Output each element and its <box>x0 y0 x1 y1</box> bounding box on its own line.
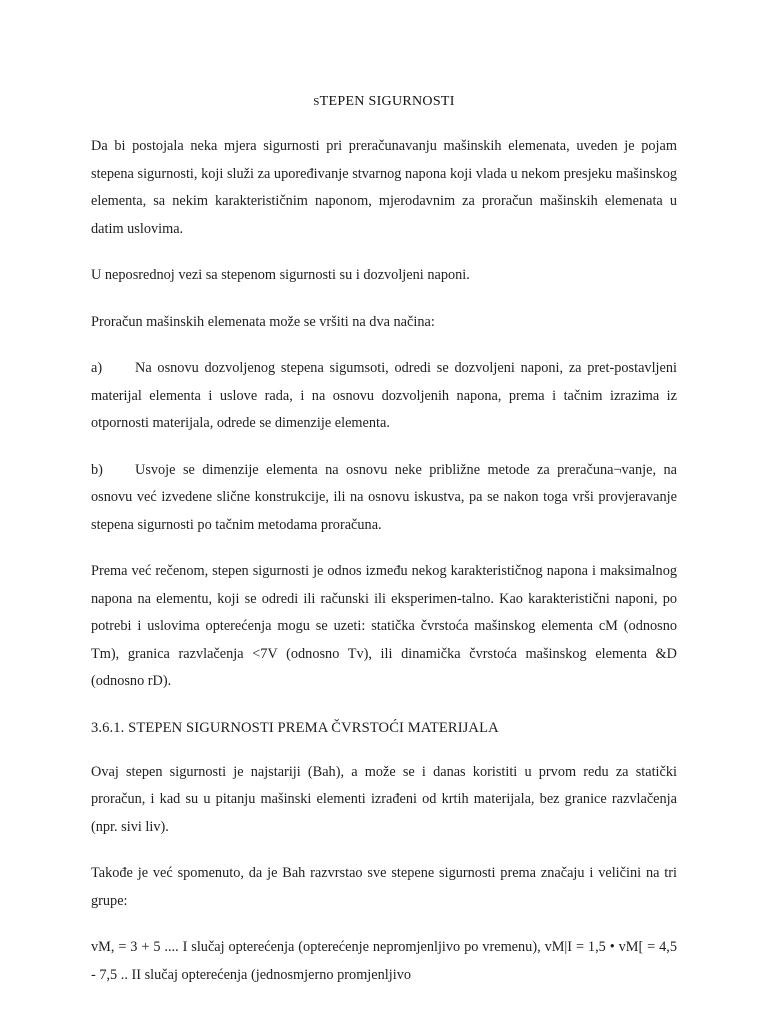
paragraph-methods: Proračun mašinskih elemenata može se vršiti na dva načina: <box>91 313 435 330</box>
list-text-b: Usvoje se dimenzije elementa na osnovu neke približne metode za preračuna¬vanje, na osnovu već izvedene slične konstrukcije, ili na osnovu iskustva, pa se nakon toga vrši provjeravanje stepena sigurnosti po tačnim metodama proračuna. <box>91 461 677 533</box>
paragraph-formula: vM, = 3 + 5 .... I slučaj opterećenja (opterećenje nepromjenljivo po vremenu), vM|I = 1,5 • vM[ = 4,5 - 7,5 .. II slučaj opterećenja (jednosmjerno promjenljivo <box>91 939 677 983</box>
list-text-a: Na osnovu dozvoljenog stepena sigumsoti, odredi se dozvoljeni naponi, za pret-postavljeni materijal elementa i uslove rada, i na osnovu dozvoljenih napona, prema i tačnim izrazima iz otpornosti materijala, odrede se dimenzije elementa. <box>91 360 677 431</box>
document-page <box>91 88 677 1008</box>
list-marker-a: a) <box>91 360 103 376</box>
paragraph-relation: U neposrednoj vezi sa stepenom sigurnosti su i dozvoljeni naponi. <box>91 267 470 283</box>
paragraph-oldest: Ovaj stepen sigurnosti je najstariji (Bah), a može se i danas koristiti u prvom redu za statički proračun, i kad su u pitanju mašinski elementi izrađeni od krtih materijala, bez granice razvlačenja (npr. sivi liv). <box>91 763 677 835</box>
title-rest: TEPEN SIGURNOSTI <box>319 94 455 109</box>
section-heading: 3.6.1. STEPEN SIGURNOSTI PREMA ČVRSTOĆI MATERIJALA <box>91 719 499 736</box>
title-first-letter: S <box>313 96 320 108</box>
paragraph-groups: Takođe je već spomenuto, da je Bah razvrstao sve stepene sigurnosti prema značaju i veličini na tri grupe: <box>91 865 677 909</box>
list-item-a <box>91 355 677 438</box>
paragraph-definition: Prema već rečenom, stepen sigurnosti je odnos između nekog karakterističnog napona i maksimalnog napona na elementu, koji se odredi ili računski ili eksperimen-talno. Kao karakteristični naponi, po potrebi i uslovima opterećenja mogu se uzeti: statička čvrstoća mašinskog elementa cM (odnosno Tm), granica razvlačenja <7V (odnosno Tv), ili dinamička čvrstoća mašinskog elementa &D (odnosno rD). <box>91 563 677 689</box>
list-marker-b: b) <box>91 461 103 478</box>
document-title <box>91 94 677 110</box>
paragraph-intro: Da bi postojala neka mjera sigurnosti pri preračunavanju mašinskih elemenata, uveden je pojam stepena sigurnosti, koji služi za upoređivanje stvarnog napona koji vlada u nekom presjeku mašinskog elementa, sa nekim karakterističnim naponom, mjerodavnim za proračun mašinskih elemenata u datim uslovima. <box>91 138 677 237</box>
list-item-b <box>91 457 677 540</box>
